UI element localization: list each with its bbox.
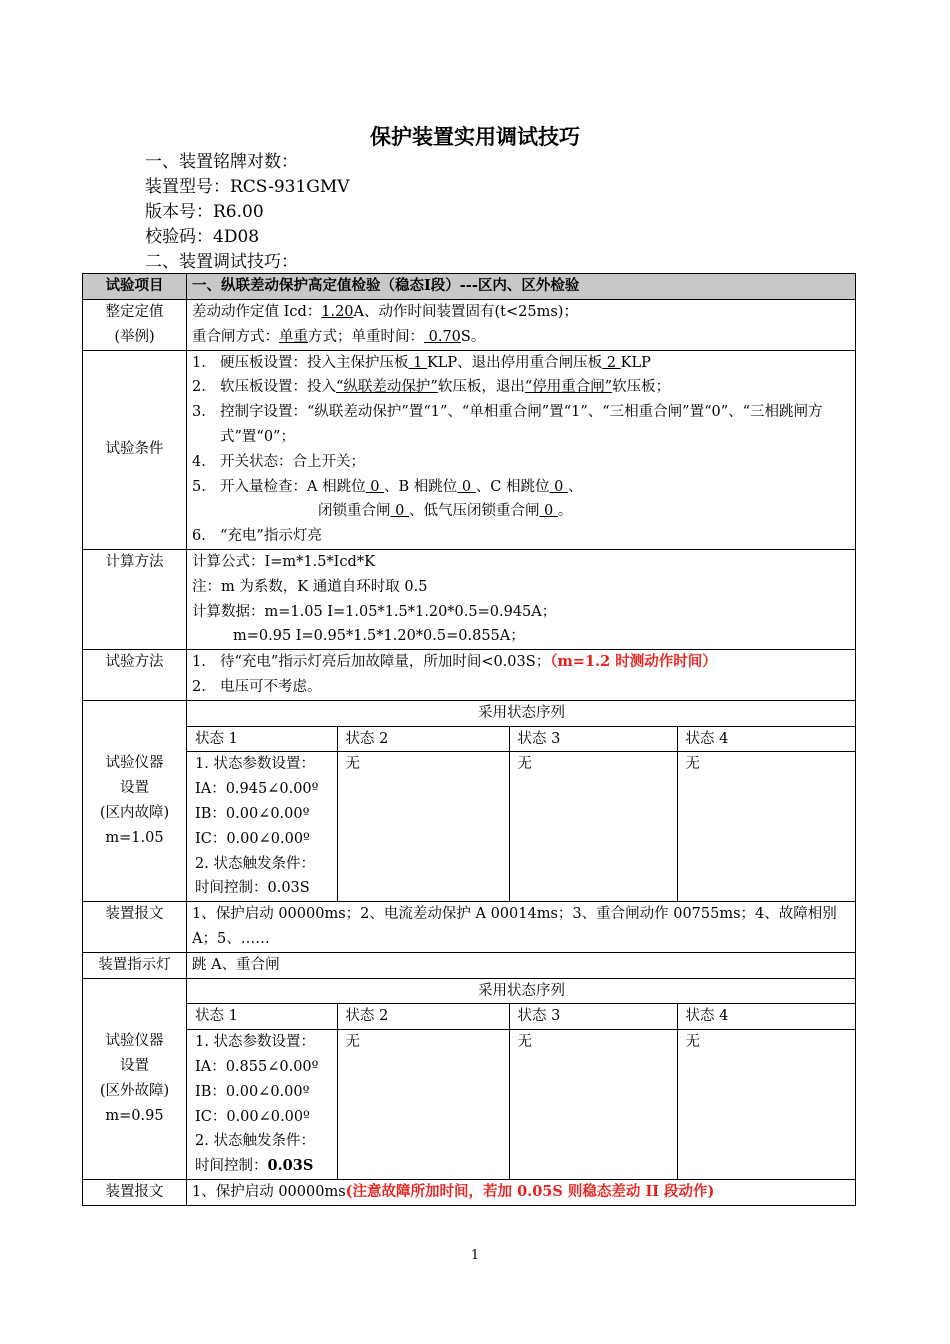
- report2-label: 装置报文: [83, 1179, 187, 1205]
- param-line: 2. 状态触发条件：: [195, 855, 315, 872]
- setting-text: S。: [460, 328, 486, 345]
- condition-text: 开入量检查：A 相跳位: [220, 478, 366, 495]
- state-sequence-table-1: [187, 701, 856, 901]
- condition-value: “纵联差动保护”: [336, 379, 438, 396]
- instr2-label-text: 试验仪器 设置 (区外故障) m=0.95: [99, 1033, 170, 1124]
- document-title: 保护装置实用调试技巧: [370, 124, 580, 149]
- param-ic: IC：0.00∠0.00º: [195, 830, 310, 847]
- setting-value-icd: 1.20: [321, 304, 354, 320]
- condition-text: 软压板，退出: [437, 379, 525, 396]
- param-time: [195, 876, 329, 901]
- param-value: 0.03S: [267, 880, 310, 897]
- sequence-title: 采用状态序列: [187, 979, 856, 1004]
- setting-line-1: [192, 300, 850, 325]
- setting-line-2: [192, 325, 850, 350]
- state-3-params: 无: [509, 1030, 677, 1179]
- state-2-header: 状态 2: [337, 726, 509, 752]
- setting-text: 方式；单重时间：: [308, 328, 424, 345]
- condition-text: 、低气压闭锁重合闸: [408, 503, 540, 520]
- test-table: [82, 273, 856, 1206]
- state-1-params: [187, 1030, 337, 1179]
- condition-item-3: [192, 400, 850, 450]
- list-number: 3.: [192, 404, 206, 421]
- condition-item-1: [192, 351, 850, 376]
- instr1-row: [83, 700, 856, 901]
- instr2-content: [187, 978, 856, 1179]
- report1-row: [83, 902, 856, 953]
- condition-item-5-cont: [192, 499, 850, 524]
- state-3-header: 状态 3: [509, 1004, 677, 1030]
- setting-label: [83, 300, 187, 351]
- condition-content: [187, 350, 856, 549]
- condition-value: 1: [408, 354, 427, 371]
- param-text: 时间控制：: [195, 880, 268, 897]
- condition-text: 、: [567, 478, 583, 495]
- state-1-params: [187, 752, 337, 901]
- report2-note: (注意故障所加时间，若加 0.05S 则稳态差动 II 段动作): [345, 1182, 715, 1200]
- checksum: 校验码：4D08: [145, 227, 260, 247]
- state-2-params: 无: [337, 752, 509, 901]
- list-number: 1.: [192, 354, 206, 371]
- state-3-header: 状态 3: [509, 726, 677, 752]
- method-text: 待“充电”指示灯亮后加故障量，所加时间<0.03S；: [220, 654, 551, 671]
- param-ib: IB：0.00∠0.00º: [195, 805, 310, 822]
- condition-text: 软压板；: [612, 379, 671, 396]
- header-test-item: 试验项目: [83, 274, 187, 300]
- report2-content: [187, 1179, 856, 1205]
- method-label: 试验方法: [83, 650, 187, 701]
- condition-item-2: [192, 375, 850, 400]
- param-ib: IB：0.00∠0.00º: [195, 1083, 310, 1100]
- list-number: 2.: [192, 678, 206, 695]
- instr1-content: [187, 700, 856, 901]
- condition-value: 0: [457, 478, 476, 495]
- condition-text: 。: [557, 503, 573, 520]
- instr2-label: [83, 978, 187, 1179]
- calc-row: [83, 549, 856, 649]
- calc-data-1: 计算数据：m=1.05 I=1.05*1.5*1.20*0.5=0.945A；: [192, 603, 557, 620]
- param-line: 2. 状态触发条件：: [195, 1133, 315, 1150]
- condition-text: 软压板设置：投入: [220, 379, 336, 396]
- method-row: [83, 650, 856, 701]
- calc-formula: 计算公式：I=m*1.5*Icd*K: [192, 553, 375, 570]
- param-ia: IA：0.945∠0.00º: [195, 781, 319, 798]
- debug-tips-heading: 二、装置调试技巧：: [145, 252, 298, 272]
- param-line: 1. 状态参数设置：: [195, 1034, 315, 1051]
- light-row: [83, 952, 856, 978]
- state-1-header: 状态 1: [187, 726, 337, 752]
- report2-row: [83, 1179, 856, 1205]
- condition-text: KLP、退出停用重合闸压板: [426, 354, 603, 371]
- state-2-params: 无: [337, 1030, 509, 1179]
- param-line: 1. 状态参数设置：: [195, 756, 315, 773]
- setting-content: [187, 300, 856, 351]
- state-2-header: 状态 2: [337, 1004, 509, 1030]
- condition-value: 2: [602, 354, 621, 371]
- list-number: 4.: [192, 453, 206, 470]
- condition-value: 0: [390, 503, 409, 520]
- condition-text: “充电”指示灯亮: [220, 528, 322, 545]
- page-number: 1: [470, 1248, 480, 1263]
- instr2-row: [83, 978, 856, 1179]
- condition-text: 硬压板设置：投入主保护压板: [220, 354, 409, 371]
- calc-data-2: m=0.95 I=0.95*1.5*1.20*0.5=0.855A；: [233, 628, 525, 645]
- light-label: 装置指示灯: [83, 952, 187, 978]
- state-4-header: 状态 4: [677, 726, 856, 752]
- nameplate-heading: 一、装置铭牌对数：: [145, 152, 298, 172]
- state-3-params: 无: [509, 752, 677, 901]
- method-text: 电压可不考虑。: [220, 678, 322, 695]
- calc-content: [187, 549, 856, 649]
- sequence-title: 采用状态序列: [187, 701, 856, 726]
- list-number: 5.: [192, 478, 206, 495]
- condition-row: [83, 350, 856, 549]
- method-content: [187, 650, 856, 701]
- condition-item-4: [192, 450, 850, 475]
- list-number: 1.: [192, 654, 206, 671]
- method-note: （m=1.2 时测动作时间）: [550, 653, 717, 671]
- calc-note: 注：m 为系数，K 通道自环时取 0.5: [192, 578, 428, 595]
- setting-text: 重合闸方式：: [192, 328, 279, 345]
- setting-value-mode: 单重: [279, 328, 308, 345]
- version-number: 版本号：R6.00: [145, 202, 264, 222]
- light-content: 跳 A、重合闸: [187, 952, 856, 978]
- param-text: 时间控制：: [195, 1158, 268, 1175]
- report1-content: 1、保护启动 00000ms；2、电流差动保护 A 00014ms；3、重合闸动作 00755ms；4、故障相别 A；5、……: [187, 902, 856, 953]
- state-4-params: 无: [685, 1034, 700, 1051]
- intro-section: [145, 150, 350, 275]
- device-model: 装置型号：RCS-931GMV: [145, 177, 350, 197]
- param-value: 0.03S: [267, 1157, 314, 1175]
- condition-label: 试验条件: [83, 350, 187, 549]
- table-header-row: [83, 274, 856, 300]
- setting-text: A、动作时间装置固有(t<25ms)；: [353, 304, 578, 320]
- list-number: 6.: [192, 528, 206, 545]
- setting-label-text: 整定定值 (举例): [105, 304, 164, 345]
- condition-value: “停用重合闸”: [524, 379, 613, 396]
- condition-item-5: [192, 475, 850, 500]
- calc-label: 计算方法: [83, 549, 187, 649]
- state-4-params: 无: [685, 756, 700, 773]
- report2-text: 1、保护启动 00000ms: [192, 1183, 346, 1200]
- state-4-header: 状态 4: [677, 1004, 856, 1030]
- condition-item-6: [192, 524, 850, 549]
- setting-value-time: 0.70: [424, 328, 461, 345]
- list-number: 2.: [192, 379, 206, 396]
- setting-text: 差动动作定值 Icd：: [192, 304, 322, 320]
- condition-text: 控制字设置：“纵联差动保护”置“1”、“单相重合闸”置“1”、“三相重合闸”置“0”、“三相跳闸方式”置“0”；: [220, 404, 823, 445]
- instr1-label-text: 试验仪器 设置 (区内故障) m=1.05: [99, 755, 170, 846]
- report1-label: 装置报文: [83, 902, 187, 953]
- instr1-label: [83, 700, 187, 901]
- condition-text: 开关状态：合上开关；: [220, 453, 365, 470]
- condition-value: 0: [549, 478, 568, 495]
- setting-row: [83, 300, 856, 351]
- param-ic: IC：0.00∠0.00º: [195, 1108, 310, 1125]
- condition-text: KLP: [620, 354, 651, 371]
- method-item-1: [192, 650, 850, 675]
- header-test-title: 一、纵联差动保护高定值检验（稳态Ⅰ段）---区内、区外检验: [187, 274, 856, 300]
- condition-text: 闭锁重合闸: [318, 503, 391, 520]
- state-1-header: 状态 1: [187, 1004, 337, 1030]
- condition-text: 、B 相跳位: [384, 478, 458, 495]
- state-sequence-table-2: [187, 979, 856, 1179]
- method-item-2: [192, 675, 850, 700]
- param-ia: IA：0.855∠0.00º: [195, 1058, 319, 1075]
- condition-value: 0: [365, 478, 385, 495]
- condition-text: 、C 相跳位: [475, 478, 550, 495]
- condition-value: 0: [539, 503, 558, 520]
- param-time: [195, 1154, 329, 1179]
